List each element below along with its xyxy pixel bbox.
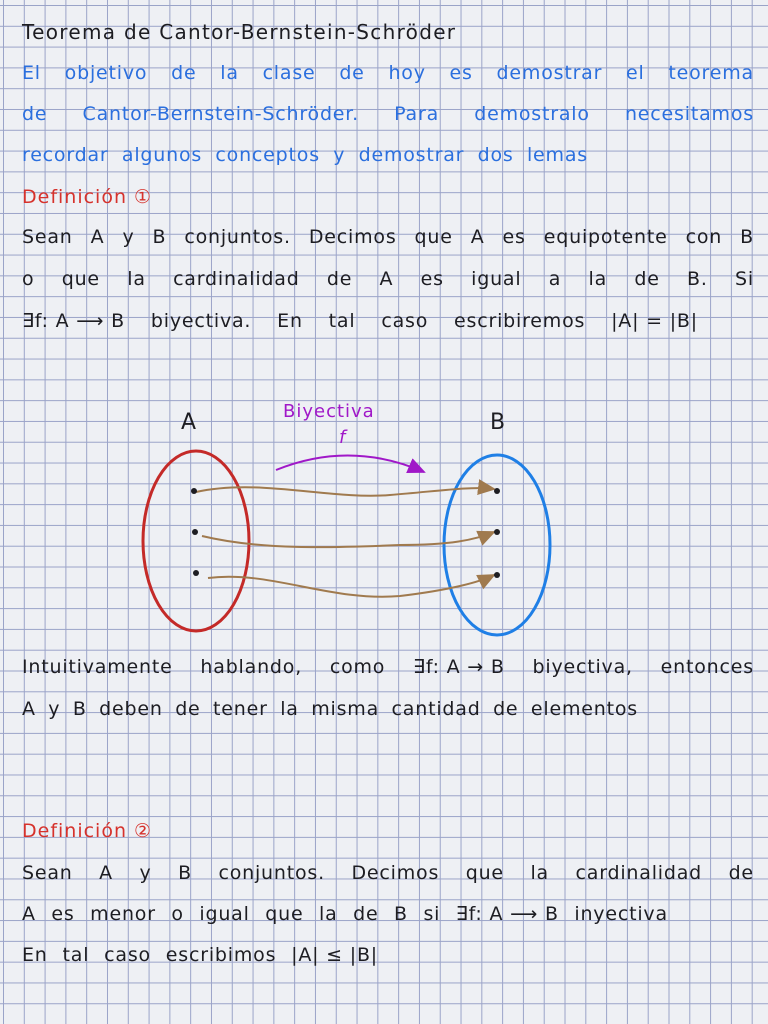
- word: cardinalidad: [575, 862, 703, 884]
- word: caso: [104, 944, 151, 966]
- word: |A| ≤ |B|: [291, 944, 378, 966]
- word: equipotente: [543, 226, 668, 248]
- word: la: [530, 862, 549, 884]
- set-b-ellipse: [444, 455, 550, 635]
- word: como: [329, 656, 386, 678]
- word: escribimos: [165, 944, 277, 966]
- text-line: [22, 698, 638, 720]
- word: B: [152, 226, 167, 248]
- word: si: [423, 903, 441, 925]
- word: deben: [99, 698, 163, 720]
- word: cardinalidad: [173, 268, 300, 290]
- text-line: [22, 656, 754, 678]
- word: A: [99, 862, 113, 884]
- bijective-label: Biyectiva: [283, 401, 375, 422]
- word: y: [122, 226, 135, 248]
- element-dot: [494, 529, 500, 535]
- word: elementos: [530, 698, 638, 720]
- word: es: [420, 268, 444, 290]
- word: necesitamos: [624, 103, 754, 125]
- word: lemas: [526, 144, 588, 166]
- word: de: [339, 62, 365, 84]
- definition-2-heading: Definición ②: [22, 820, 153, 842]
- word: En: [22, 944, 48, 966]
- word: demostrar: [496, 62, 603, 84]
- element-dot: [494, 488, 500, 494]
- word: misma: [311, 698, 380, 720]
- word: |A| = |B|: [611, 310, 698, 332]
- word: algunos: [121, 144, 203, 166]
- word: demostralo: [474, 103, 590, 125]
- word: conjuntos.: [184, 226, 291, 248]
- word: de: [22, 103, 48, 125]
- word: cantidad: [391, 698, 481, 720]
- element-dot: [192, 529, 198, 535]
- word: biyectiva.: [150, 310, 252, 332]
- word: Si: [734, 268, 754, 290]
- function-label: f: [339, 427, 347, 448]
- word: menor: [90, 903, 156, 925]
- word: B: [178, 862, 192, 884]
- word: igual: [471, 268, 522, 290]
- word: conjuntos.: [218, 862, 325, 884]
- word: A: [470, 226, 485, 248]
- word: que: [265, 903, 304, 925]
- word: y: [333, 144, 346, 166]
- word: biyectiva,: [532, 656, 633, 678]
- word: la: [280, 698, 299, 720]
- word: teorema: [668, 62, 754, 84]
- word: con: [685, 226, 723, 248]
- set-b-label: B: [490, 410, 506, 435]
- word: clase: [262, 62, 316, 84]
- text-line: [22, 903, 668, 925]
- word: de: [171, 62, 197, 84]
- word: de: [634, 268, 660, 290]
- word: dos: [477, 144, 514, 166]
- word: hablando,: [200, 656, 303, 678]
- word: y: [48, 698, 61, 720]
- word: es: [449, 62, 473, 84]
- word: la: [127, 268, 146, 290]
- word: escribiremos: [454, 310, 586, 332]
- word: que: [465, 862, 504, 884]
- word: El: [22, 62, 41, 84]
- page-title: Teorema de Cantor-Bernstein-Schröder: [22, 20, 457, 44]
- word: B: [394, 903, 408, 925]
- word: Cantor-Bernstein-Schröder.: [82, 103, 359, 125]
- word: entonces: [660, 656, 754, 678]
- word: ∃f: A → B: [413, 656, 505, 678]
- word: Sean: [22, 862, 73, 884]
- word: ∃f: A ⟶ B: [22, 310, 126, 332]
- mapping-line: [202, 532, 494, 547]
- word: tener: [213, 698, 268, 720]
- word: es: [502, 226, 526, 248]
- word: o: [22, 268, 35, 290]
- word: inyectiva: [574, 903, 668, 925]
- element-dot: [494, 572, 500, 578]
- word: Decimos: [351, 862, 440, 884]
- word: tal: [62, 944, 90, 966]
- word: ∃f: A ⟶ B: [455, 903, 559, 925]
- word: recordar: [22, 144, 109, 166]
- set-a-label: A: [181, 410, 197, 435]
- word: objetivo: [64, 62, 148, 84]
- word: o: [171, 903, 184, 925]
- word: a: [548, 268, 562, 290]
- word: que: [61, 268, 100, 290]
- text-line: [22, 944, 378, 966]
- definition-1-heading: Definición ①: [22, 186, 153, 208]
- word: de: [493, 698, 519, 720]
- word: B.: [686, 268, 708, 290]
- word: caso: [381, 310, 429, 332]
- word: demostrar: [358, 144, 465, 166]
- word: Sean: [22, 226, 73, 248]
- word: conceptos: [215, 144, 320, 166]
- word: B: [740, 226, 754, 248]
- word: tal: [328, 310, 356, 332]
- word: A: [22, 903, 36, 925]
- element-dot: [193, 570, 199, 576]
- word: hoy: [388, 62, 426, 84]
- word: de: [353, 903, 379, 925]
- word: la: [588, 268, 608, 290]
- element-dot: [191, 488, 197, 494]
- word: Decimos: [308, 226, 397, 248]
- word: A: [379, 268, 394, 290]
- word: que: [414, 226, 453, 248]
- word: A: [22, 698, 36, 720]
- word: igual: [199, 903, 250, 925]
- word: la: [319, 903, 338, 925]
- word: de: [175, 698, 201, 720]
- word: Intuitivamente: [22, 656, 173, 678]
- text-line: [22, 862, 754, 884]
- word: Para: [394, 103, 440, 125]
- word: B: [72, 698, 87, 720]
- word: de: [728, 862, 754, 884]
- word: es: [51, 903, 75, 925]
- word: el: [626, 62, 645, 84]
- bijection-arrow: [276, 455, 424, 472]
- word: de: [326, 268, 353, 290]
- word: A: [90, 226, 105, 248]
- word: la: [220, 62, 239, 84]
- word: En: [277, 310, 303, 332]
- word: y: [139, 862, 152, 884]
